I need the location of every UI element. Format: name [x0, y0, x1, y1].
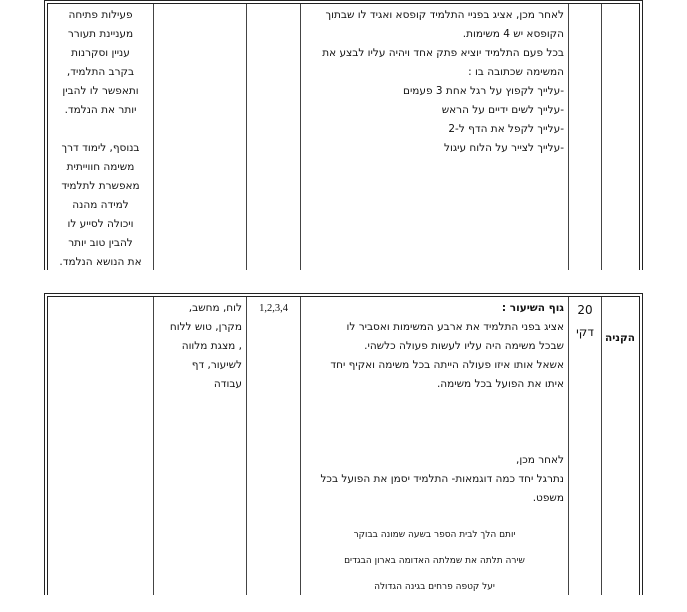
- text-line: לאחר מכן,: [516, 454, 564, 466]
- text-line: -עלייך לקפל את הדף ל-2: [448, 123, 564, 135]
- text-line: משימה חווייתית: [66, 161, 135, 173]
- materials-cell: [153, 4, 246, 270]
- text-line: -עלייך לשים ידיים על הראש: [441, 104, 564, 116]
- text-line: לוח, מחשב,: [188, 302, 242, 314]
- text-line: עניין וסקרנות: [71, 47, 130, 59]
- text-line: שבכל משימה היה עליו לעשות פעולה כלשהי.: [364, 340, 564, 352]
- text-line: את הנושא הנלמד.: [59, 256, 142, 268]
- text-line: [52, 120, 149, 139]
- text-line: מעניינת תעורר: [67, 28, 134, 40]
- text-line: מקרן, טוש ללוח: [169, 321, 242, 333]
- text-line: משפט.: [532, 492, 564, 504]
- text-line: ותאפשר לו להבין: [62, 85, 139, 97]
- activity-cell: [300, 297, 568, 595]
- text-line: בקרב התלמיד,: [66, 66, 135, 78]
- text-line: ויכולה לסייע לו: [67, 218, 134, 230]
- text-line: מאפשרת לתלמיד: [61, 180, 140, 192]
- body-title: גוף השיעור :: [501, 302, 564, 314]
- text-line: הקופסא יש 4 משימות.: [462, 28, 564, 40]
- stage-label: הקניה: [604, 332, 635, 344]
- example-sentence: יותם הלך לבית הספר בשעה שמונה בבוקר: [353, 530, 516, 540]
- rationale-cell: [48, 4, 153, 270]
- time-cell: [568, 297, 601, 595]
- time-cell: [568, 4, 601, 270]
- text-line: אשאל אותו איזו פעולה הייתה בכל משימה ואקיף יחד: [330, 359, 564, 371]
- example-sentence: שירה תלתה את שמלתה האדומה בארון הבגדים: [344, 556, 525, 566]
- text-line: בכל פעם התלמיד יוציא פתק אחד ויהיה עליו לבצע את: [322, 47, 564, 59]
- text-line: לשיעור, דף: [191, 359, 242, 371]
- lesson-table-instruction: [44, 293, 643, 595]
- text-line: אציג בפני התלמיד את ארבע המשימות ואסביר לו: [346, 321, 564, 333]
- stage-cell: [601, 4, 639, 270]
- text-line: , מצגת מלווה: [181, 340, 242, 352]
- text-line: המשימה שכתובה בו :: [468, 66, 564, 78]
- time-value: 20: [577, 303, 593, 317]
- text-line: נתרגל יחד כמה דוגמאות- התלמיד יסמן את הפועל בכל: [320, 473, 564, 485]
- text-line: עבודה: [213, 378, 242, 390]
- stage-cell: [601, 297, 639, 595]
- text-line: להבין טוב יותר: [68, 237, 133, 249]
- goals-cell: [246, 297, 300, 595]
- goals-value: 1,2,3,4: [259, 303, 288, 314]
- text-line: בנוסף, לימוד דרך: [61, 142, 140, 154]
- goals-cell: [246, 4, 300, 270]
- text-line: -עלייך לצייר על הלוח עיגול: [443, 142, 564, 154]
- text-line: לאחר מכן, אציג בפניי התלמיד קופסא ואגיד לו שבתוך: [325, 9, 564, 21]
- text-line: יותר את הנלמד.: [64, 104, 137, 116]
- text-line: למידה מהנה: [72, 199, 129, 211]
- activity-cell: [300, 4, 568, 270]
- time-unit: דקי: [576, 325, 594, 339]
- text-line: -עלייך לקפוץ על רגל אחת 3 פעמים: [402, 85, 564, 97]
- text-line: פעילות פתיחה: [68, 9, 133, 21]
- lesson-table-opening: [44, 0, 643, 270]
- materials-cell: [153, 297, 246, 595]
- example-sentence: יעל קטפה פרחים בגינה הגדולה: [374, 582, 495, 592]
- text-line: איתו את הפועל בכל משימה.: [436, 378, 564, 390]
- rationale-cell: [48, 297, 153, 595]
